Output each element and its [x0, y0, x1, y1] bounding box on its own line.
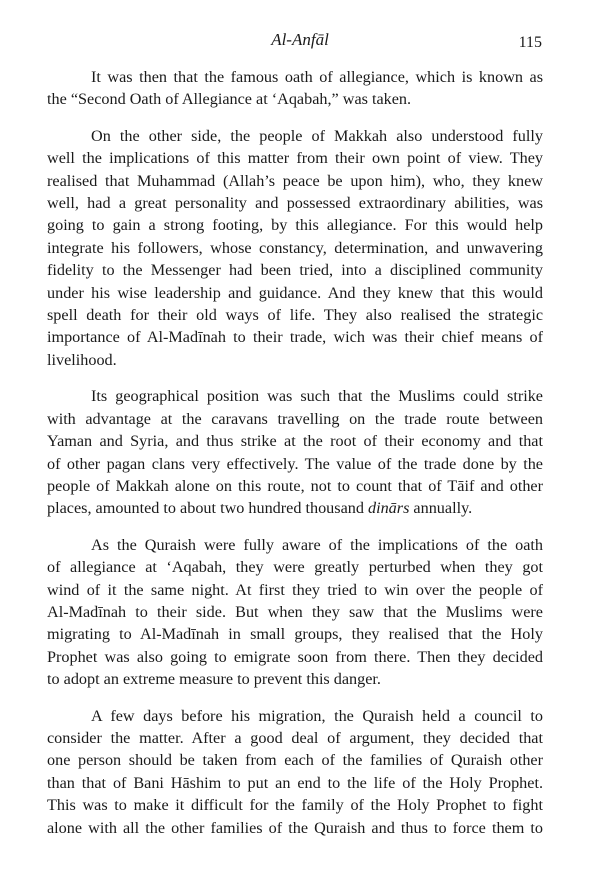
text-segment: places, amounted to about two hundred thousand — [47, 499, 368, 518]
text-line: migrating to Al-Madīnah in small groups, they realised that the Holy — [47, 625, 543, 644]
text-line: spell death for their old ways of life. They also realised the strategic — [47, 306, 543, 325]
text-line: people of Makkah alone on this route, not to count that of Tāif and other — [47, 476, 543, 495]
text-line: well the implications of this matter from their own point of view. They — [47, 149, 543, 168]
text-line: livelihood. — [47, 350, 117, 369]
body-text — [47, 66, 543, 853]
page-number: 115 — [518, 34, 542, 51]
text-line: of other pagan clans very effectively. The value of the trade done by the — [47, 454, 543, 473]
text-line: Al-Madīnah to their side. But when they saw that the Muslims were — [47, 602, 543, 621]
chapter-title: Al-Anfāl — [271, 30, 329, 49]
text-line: importance of Al-Madīnah to their trade, wich was their chief means of — [47, 328, 543, 347]
text-line: realised that Muhammad (Allah’s peace be upon him), who, they knew — [47, 171, 543, 190]
text-line — [47, 497, 543, 519]
text-line: well, had a great personality and possessed extraordinary abilities, was — [47, 194, 543, 213]
text-line: fidelity to the Messenger had been tried, into a disciplined community — [47, 261, 543, 280]
text-line: Prophet was also going to emigrate soon from there. Then they decided — [47, 647, 543, 666]
text-line: As the Quraish were fully aware of the implications of the oath — [91, 535, 543, 554]
text-line: alone with all the other families of the Quraish and thus to force them to — [47, 818, 543, 837]
paragraph-4 — [47, 534, 543, 691]
text-line: of allegiance at ‘Aqabah, they were greatly perturbed when they got — [47, 558, 543, 577]
paragraph-2 — [47, 125, 543, 371]
italic-term: dinārs — [367, 499, 410, 518]
text-line: to adopt an extreme measure to prevent this danger. — [47, 670, 381, 689]
text-line: the “Second Oath of Allegiance at ‘Aqabah,” was taken. — [47, 90, 412, 109]
paragraph-5 — [47, 705, 543, 839]
text-line: integrate his followers, whose constancy, determination, and unwavering — [47, 238, 543, 257]
text-line: consider the matter. After a good deal of argument, they decided that — [47, 728, 543, 747]
text-line: It was then that the famous oath of allegiance, which is known as — [91, 68, 543, 86]
text-line: On the other side, the people of Makkah also understood fully — [91, 126, 543, 145]
text-line: Its geographical position was such that the Muslims could strike — [91, 387, 543, 406]
text-line: with advantage at the caravans travelling on the trade route between — [47, 409, 543, 428]
text-line: Yaman and Syria, and thus strike at the root of their economy and that — [47, 432, 543, 451]
text-line: wind of it the same night. At first they tried to win over the people of — [47, 580, 543, 599]
text-line: This was to make it difficult for the family of the Holy Prophet to fight — [47, 796, 543, 815]
text-line: A few days before his migration, the Quraish held a council to — [91, 706, 543, 725]
running-header — [0, 30, 600, 54]
paragraph-1 — [47, 66, 543, 111]
text-line: going to gain a strong footing, by this allegiance. For this would help — [47, 216, 543, 235]
text-line: than that of Bani Hāshim to put an end to the life of the Holy Prophet. — [47, 773, 543, 792]
text-segment: annually. — [409, 499, 473, 518]
text-line: one person should be taken from each of the families of Quraish other — [47, 751, 543, 770]
text-line: under his wise leadership and guidance. And they knew that this would — [47, 283, 543, 302]
paragraph-3 — [47, 385, 543, 519]
